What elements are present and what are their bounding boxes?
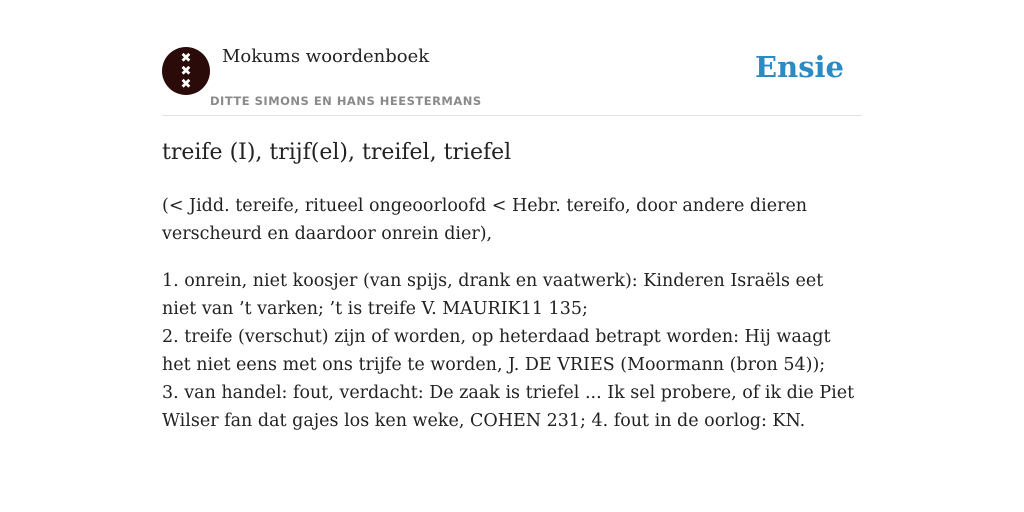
entry-definitions [162, 267, 862, 435]
header-divider [162, 115, 862, 116]
dictionary-card [162, 0, 862, 512]
definition-item: 1. onrein, niet koosjer (van spijs, drank en vaatwerk): Kinderen Israëls eet niet van ’t varken; ’t is treife V. MAURIK11 135; [162, 271, 824, 319]
definition-item: 3. van handel: fout, verdacht: De zaak is triefel ... Ik sel probere, of ik die Piet Wilser fan dat gajes los ken weke, COHEN 231; 4. fout in de oorlog: KN. [162, 383, 855, 431]
amsterdam-crosses-logo[interactable] [162, 47, 210, 95]
entry-etymology: (< Jidd. tereife, ritueel ongeoorloofd < Hebr. tereifo, door andere dieren verscheurd en daardoor onrein dier), [162, 196, 808, 244]
dictionary-authors: DITTE SIMONS EN HANS HEESTERMANS [210, 94, 482, 108]
ensie-brand-logo[interactable]: Ensie [755, 50, 844, 84]
definition-item: 2. treife (verschut) zijn of worden, op heterdaad betrapt worden: Hij waagt het niet eens met ons trijfe te worden, J. DE VRIES (Moormann (bron 54)); [162, 327, 831, 375]
cross-icon: ✖ [180, 63, 192, 79]
cross-icon: ✖ [180, 50, 192, 66]
cross-icon: ✖ [180, 76, 192, 92]
dictionary-title-link[interactable]: Mokums woordenboek [222, 46, 430, 67]
entry-headword: treife (I), trijf(el), treifel, triefel [162, 140, 512, 165]
